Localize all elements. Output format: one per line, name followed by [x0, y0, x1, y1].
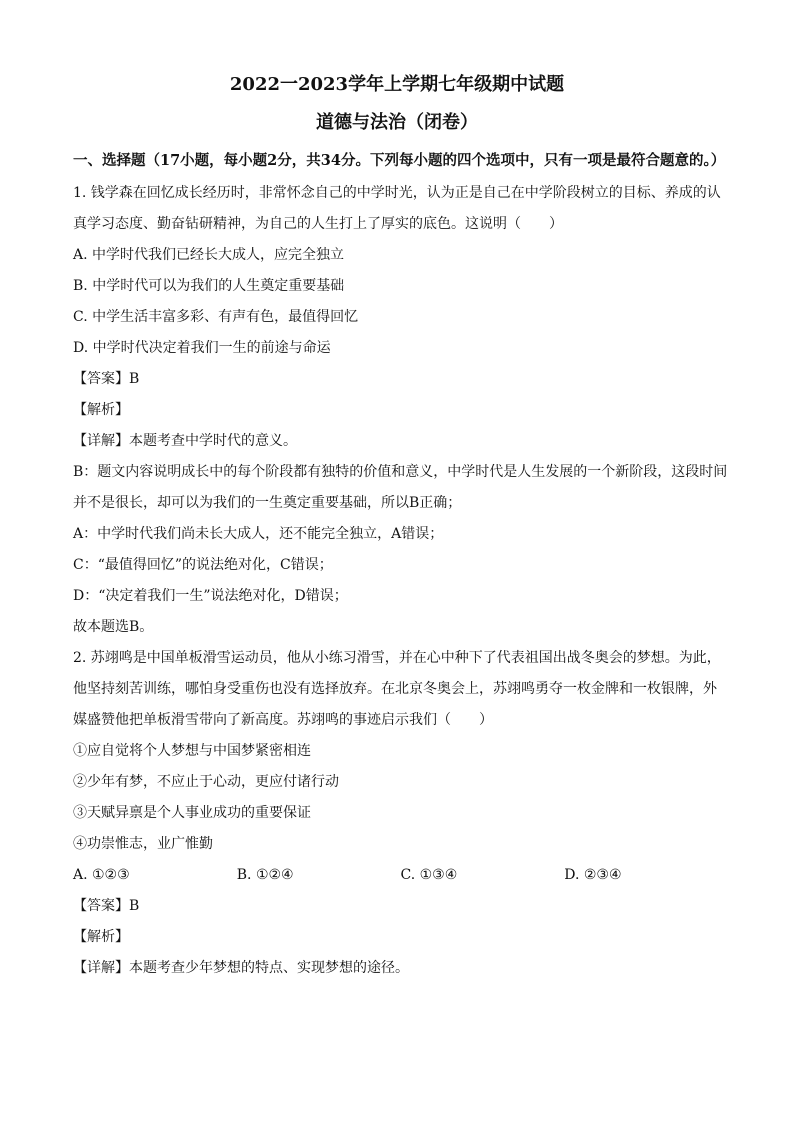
q1-option-c: C. 中学生活丰富多彩、有声有色，最值得回忆 [73, 309, 359, 325]
q2-statement-1: ①应自觉将个人梦想与中国梦紧密相连 [73, 743, 311, 759]
q1-option-b: B. 中学时代可以为我们的人生奠定重要基础 [73, 278, 345, 294]
exam-content [73, 146, 728, 984]
q2-statement-3: ③天赋异禀是个人事业成功的重要保证 [73, 805, 311, 821]
q1-conclusion: 故本题选B。 [73, 619, 154, 635]
q1-option-d: D. 中学时代决定着我们一生的前途与命运 [73, 340, 331, 356]
q2-stem: 2. 苏翊鸣是中国单板滑雪运动员，他从小练习滑雪，并在心中种下了代表祖国出战冬奥会的梦想。为此，他坚持刻苦训练，哪怕身受重伤也没有选择放弃。在北京冬奥会上，苏翊鸣勇夺一枚金牌和一枚银牌，外媒盛赞他把单板滑雪带向了新高度。苏翊鸣的事迹启示我们（ ） [73, 650, 721, 728]
q1-detail-intro: 【详解】本题考查中学时代的意义。 [73, 433, 297, 449]
section-heading: 一、选择题（17小题，每小题2分，共34分。下列每小题的四个选项中，只有一项是最符合题意的。） [73, 152, 726, 169]
q1-detail-b: B：题文内容说明成长中的每个阶段都有独特的价值和意义，中学时代是人生发展的一个新阶段，这段时间并不是很长，却可以为我们的一生奠定重要基础，所以B正确； [73, 464, 728, 511]
q1-detail-c: C：“最值得回忆”的说法绝对化，C错误； [73, 557, 333, 573]
q2-answer: 【答案】B [73, 898, 140, 914]
q2-statement-2: ②少年有梦，不应止于心动，更应付诸行动 [73, 774, 339, 790]
q2-option-a: A. ①②③ [73, 867, 130, 883]
q2-detail: 【详解】本题考查少年梦想的特点、实现梦想的途径。 [73, 960, 409, 976]
exam-subtitle: 道德与法治（闭卷） [316, 112, 478, 133]
q2-options [73, 860, 728, 891]
q1-stem: 1. 钱学森在回忆成长经历时，非常怀念自己的中学时光，认为正是自己在中学阶段树立的目标、养成的认真学习态度、勤奋钻研精神，为自己的人生打上了厚实的底色。这说明（ ） [73, 185, 721, 232]
q2-option-d: D. ②③④ [564, 867, 622, 883]
q1-option-a: A. 中学时代我们已经长大成人，应完全独立 [73, 247, 345, 263]
q1-analysis-label: 【解析】 [73, 402, 129, 418]
q1-answer: 【答案】B [73, 371, 140, 387]
q1-detail-d: D：“决定着我们一生”说法绝对化，D错误； [73, 588, 348, 604]
q1-detail-a: A：中学时代我们尚未长大成人，还不能完全独立，A错误； [73, 526, 444, 542]
q2-option-b: B. ①②④ [236, 867, 294, 883]
exam-title: 2022一2023学年上学期七年级期中试题 [229, 74, 565, 95]
q2-option-c: C. ①③④ [400, 867, 458, 883]
q2-statement-4: ④功崇惟志，业广惟勤 [73, 836, 213, 852]
q2-analysis-label: 【解析】 [73, 929, 129, 945]
